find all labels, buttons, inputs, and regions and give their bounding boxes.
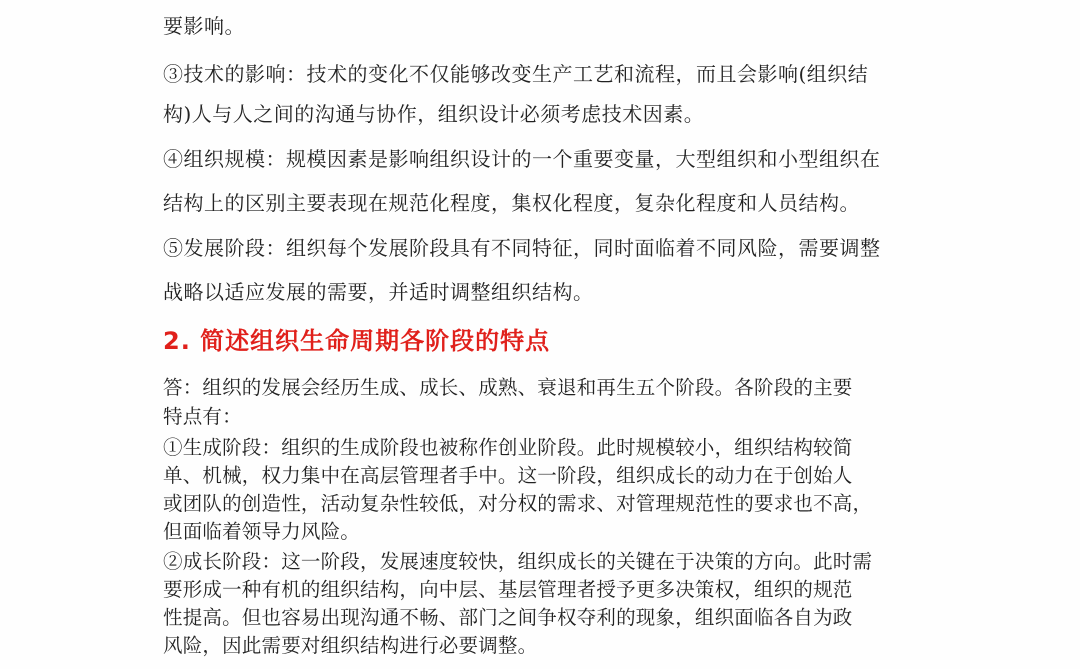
paragraph-line: ①生成阶段：组织的生成阶段也被称作创业阶段。此时规模较小，组织结构较简 [163,436,853,459]
paragraph-line: 特点有： [163,405,242,428]
paragraph-line: 结构上的区别主要表现在规范化程度，集权化程度，复杂化程度和人员结构。 [163,191,860,215]
paragraph-line: 或团队的创造性，活动复杂性较低，对分权的需求、对管理规范性的要求也不高， [163,492,873,515]
paragraph-line: ②成长阶段：这一阶段，发展速度较快，组织成长的关键在于决策的方向。此时需 [163,550,873,573]
paragraph-line: 构)人与人之间的沟通与协作，组织设计必须考虑技术因素。 [163,102,705,126]
paragraph-line: ④组织规模：规模因素是影响组织设计的一个重要变量，大型组织和小型组织在 [163,147,881,171]
section-heading: 2. 简述组织生命周期各阶段的特点 [163,327,551,355]
paragraph-line: 风险，因此需要对组织结构进行必要调整。 [163,634,538,657]
paragraph-line: 但面临着领导力风险。 [163,520,361,543]
paragraph-line: 战略以适应发展的需要，并适时调整组织结构。 [163,280,594,304]
paragraph-line: 要影响。 [163,14,245,38]
paragraph-line: ⑤发展阶段：组织每个发展阶段具有不同特征，同时面临着不同风险，需要调整 [163,236,881,260]
paragraph-line: 单、机械，权力集中在高层管理者手中。这一阶段，组织成长的动力在于创始人 [163,464,853,487]
paragraph-line: ③技术的影响：技术的变化不仅能够改变生产工艺和流程，而且会影响(组织结 [163,62,869,86]
paragraph-line: 要形成一种有机的组织结构，向中层、基层管理者授予更多决策权，组织的规范 [163,578,853,601]
paragraph-line: 答：组织的发展会经历生成、成长、成熟、衰退和再生五个阶段。各阶段的主要 [163,376,853,399]
paragraph-line: 性提高。但也容易出现沟通不畅、部门之间争权夺利的现象，组织面临各自为政 [163,606,853,629]
